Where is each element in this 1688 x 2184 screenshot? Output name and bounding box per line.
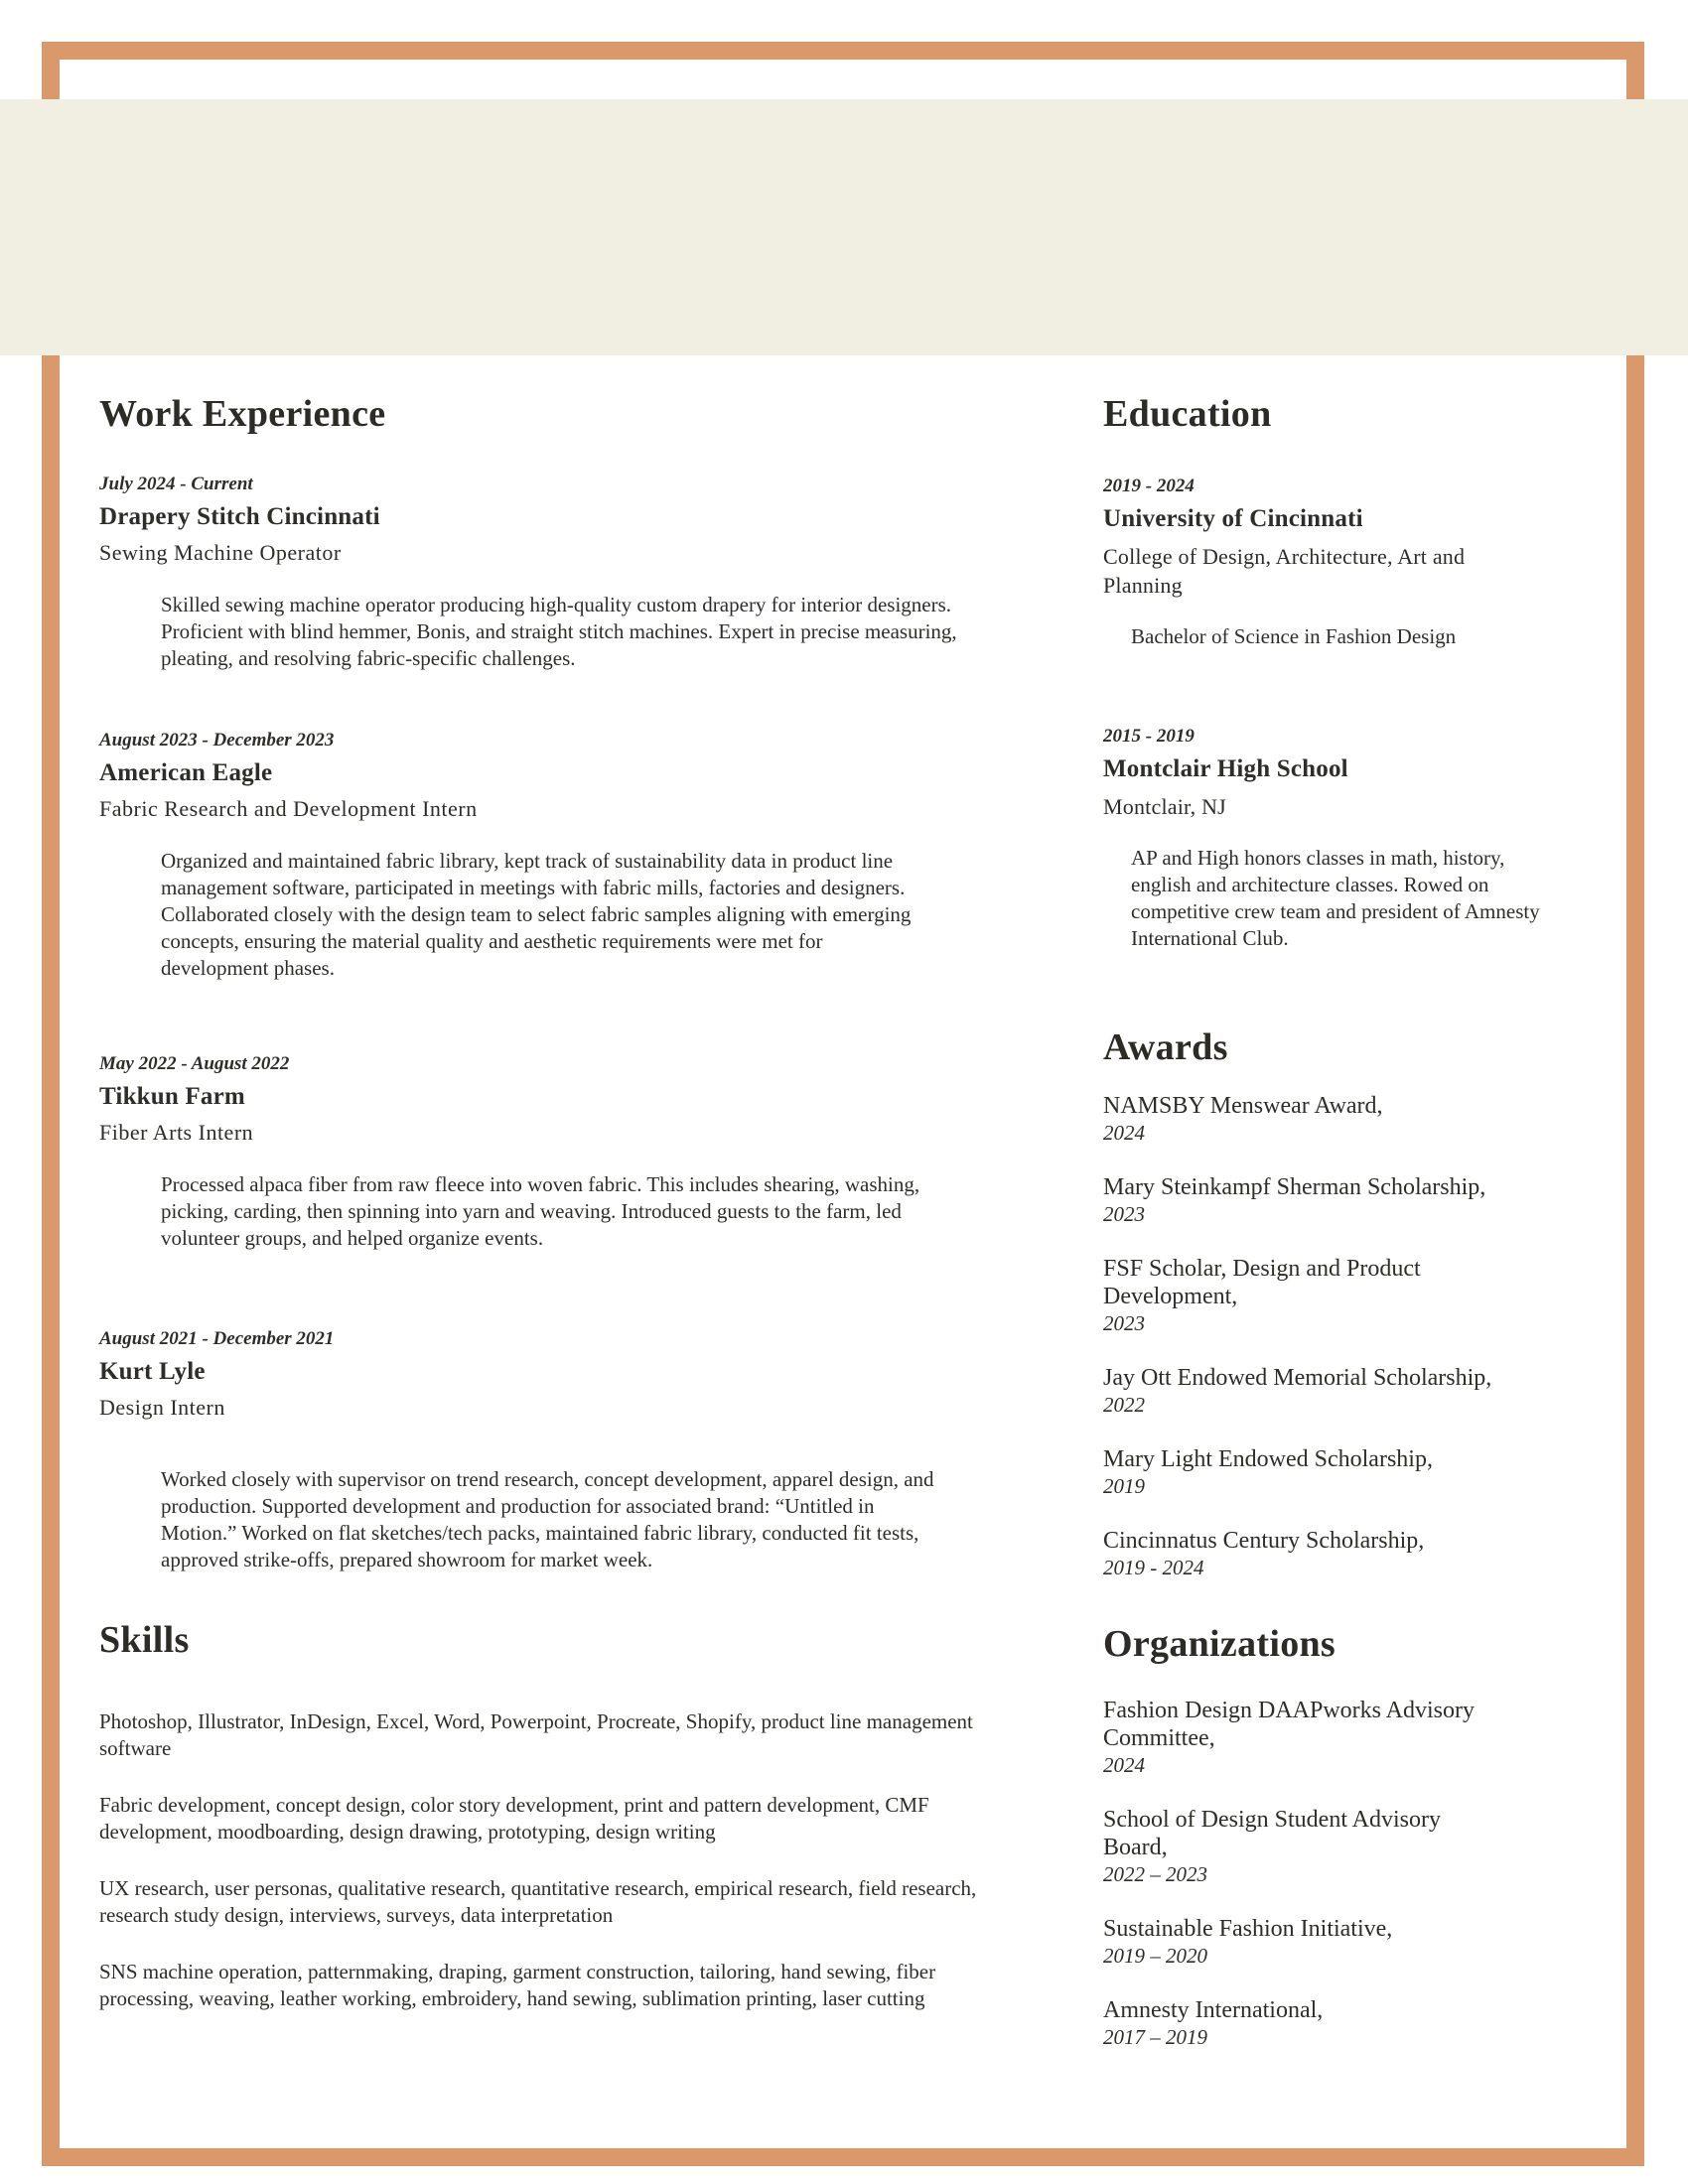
award-item [1103, 1173, 1570, 1228]
organization-item [1103, 1996, 1570, 2051]
left-column [99, 393, 1057, 2042]
organizations-title: Organizations [1103, 1623, 1336, 1665]
school-dates: 2015 - 2019 [1103, 726, 1195, 747]
organization-item [1103, 1806, 1570, 1888]
organization-year: 2022 – 2023 [1103, 1862, 1207, 1886]
school-entry [1103, 475, 1570, 650]
award-item [1103, 1527, 1570, 1581]
organization-year: 2024 [1103, 1753, 1145, 1777]
award-name: Mary Steinkampf Sherman Scholarship, [1103, 1174, 1486, 1200]
award-item [1103, 1255, 1570, 1337]
organization-year: 2019 – 2020 [1103, 1944, 1207, 1968]
skill-group-software: Photoshop, Illustrator, InDesign, Excel, Word, Powerpoint, Procreate, Shopify, product line management software [99, 1709, 973, 1760]
job-entry [99, 473, 1057, 672]
award-name: Mary Light Endowed Scholarship, [1103, 1446, 1433, 1472]
job-company: Drapery Stitch Cincinnati [99, 503, 380, 530]
right-column [1103, 393, 1570, 2078]
school-subtitle: College of Design, Architecture, Art and Planning [1103, 544, 1466, 598]
skill-group-research: UX research, user personas, qualitative research, quantitative research, empirical research, field research, research study design, interviews, surveys, data interpretation [99, 1876, 977, 1927]
award-name: FSF Scholar, Design and Product Development, [1103, 1256, 1421, 1309]
school-detail: AP and High honors classes in math, history, english and architecture classes. Rowed on competitive crew team and president of Amnesty International Club. [1131, 846, 1540, 950]
job-role: Sewing Machine Operator [99, 540, 342, 565]
job-dates: August 2021 - December 2021 [99, 1328, 335, 1349]
organization-name: Sustainable Fashion Initiative, [1103, 1916, 1393, 1942]
organization-item [1103, 1915, 1570, 1970]
job-dates: May 2022 - August 2022 [99, 1053, 290, 1074]
award-name: NAMSBY Menswear Award, [1103, 1093, 1383, 1119]
award-name: Cincinnatus Century Scholarship, [1103, 1528, 1425, 1554]
award-item [1103, 1445, 1570, 1500]
job-dates: August 2023 - December 2023 [99, 730, 335, 751]
job-company: American Eagle [99, 759, 273, 786]
job-role: Fiber Arts Intern [99, 1120, 254, 1145]
job-description: Organized and maintained fabric library, kept track of sustainability data in product line management software, participated in meetings with fabric mills, factories and designers. Collaborated closely with the design team to select fabric samples aligning with emerging concepts, ensuring the material quality and aesthetic requirements were met for development phases. [161, 849, 912, 980]
job-company: Kurt Lyle [99, 1358, 206, 1385]
organization-year: 2017 – 2019 [1103, 2025, 1207, 2049]
organization-name: Amnesty International, [1103, 1997, 1324, 2023]
job-description: Skilled sewing machine operator producing high-quality custom drapery for interior designers. Proficient with blind hemmer, Bonis, and straight stitch machines. Expert in precise measuring, pleating, and resolving fabric-specific challenges. [161, 593, 957, 670]
job-role: Fabric Research and Development Intern [99, 796, 478, 821]
job-role: Design Intern [99, 1395, 225, 1420]
school-name: University of Cincinnati [1103, 505, 1363, 532]
award-year: 2019 - 2024 [1103, 1556, 1204, 1579]
award-year: 2024 [1103, 1121, 1145, 1145]
skill-group-fabrication: SNS machine operation, patternmaking, draping, garment construction, tailoring, hand sewing, fiber processing, weaving, leather working, embroidery, hand sewing, sublimation printing, laser cutting [99, 1960, 936, 2010]
award-item [1103, 1092, 1570, 1147]
organization-name: School of Design Student Advisory Board, [1103, 1807, 1441, 1860]
awards-title: Awards [1103, 1026, 1228, 1068]
school-dates: 2019 - 2024 [1103, 476, 1195, 496]
organization-name: Fashion Design DAAPworks Advisory Committee, [1103, 1698, 1476, 1751]
job-description: Worked closely with supervisor on trend research, concept development, apparel design, and production. Supported development and production for associated brand: “Untitled in Motion.” Worked on flat sketches/tech packs, maintained fabric library, conducted fit tests, approved strike-offs, prepared showroom for market week. [161, 1467, 934, 1571]
organization-item [1103, 1697, 1570, 1779]
school-subtitle: Montclair, NJ [1103, 794, 1226, 819]
header-band [0, 99, 1688, 355]
job-dates: July 2024 - Current [99, 474, 253, 494]
school-name: Montclair High School [1103, 755, 1348, 782]
education-title: Education [1103, 393, 1272, 435]
job-description: Processed alpaca fiber from raw fleece into woven fabric. This includes shearing, washing, picking, carding, then spinning into yarn and weaving. Introduced guests to the farm, led volunteer groups, and helped organize events. [161, 1172, 920, 1250]
award-name: Jay Ott Endowed Memorial Scholarship, [1103, 1365, 1492, 1391]
skills-title: Skills [99, 1619, 190, 1661]
award-year: 2023 [1103, 1202, 1145, 1226]
award-year: 2023 [1103, 1311, 1145, 1335]
award-year: 2022 [1103, 1393, 1145, 1417]
work-experience-title: Work Experience [99, 393, 386, 435]
school-entry [1103, 725, 1570, 952]
job-company: Tikkun Farm [99, 1083, 245, 1110]
skill-group-design: Fabric development, concept design, color story development, print and pattern development, CMF development, moodboarding, design drawing, prototyping, design writing [99, 1793, 929, 1843]
job-entry [99, 1052, 1057, 1252]
job-entry [99, 1327, 1057, 1573]
award-item [1103, 1364, 1570, 1419]
award-year: 2019 [1103, 1474, 1145, 1498]
job-entry [99, 729, 1057, 982]
school-detail: Bachelor of Science in Fashion Design [1131, 624, 1457, 648]
